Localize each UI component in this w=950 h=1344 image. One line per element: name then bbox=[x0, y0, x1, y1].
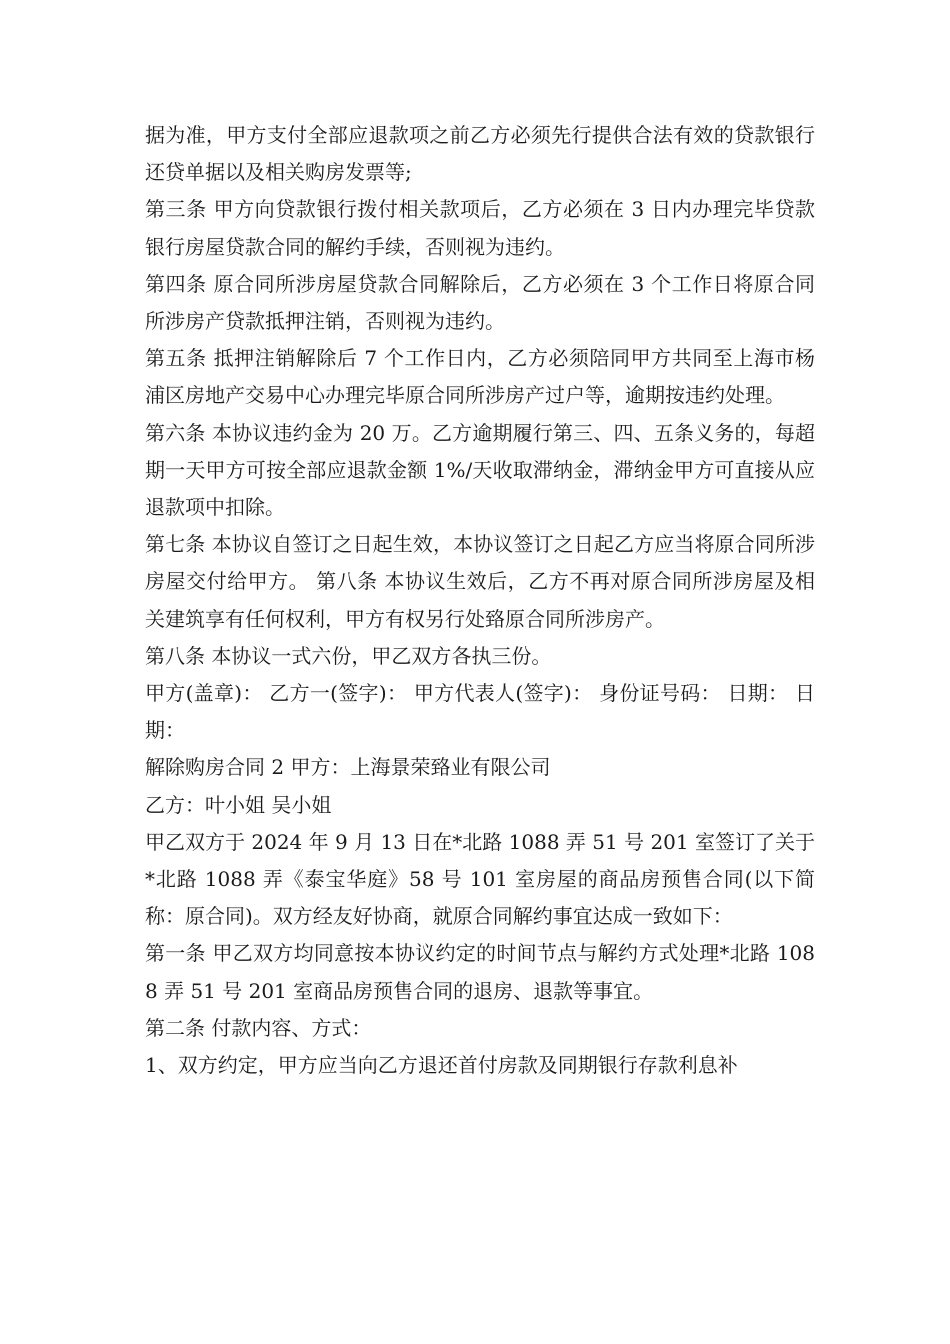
paragraph-article-3: 第三条 甲方向贷款银行拨付相关款项后，乙方必须在 3 日内办理完毕贷款银行房屋贷款合同的解约手续，否则视为违约。 bbox=[145, 197, 815, 259]
paragraph-article-8: 第八条 本协议一式六份，甲乙双方各执三份。 bbox=[145, 643, 552, 668]
paragraph-article-4: 第四条 原合同所涉房屋贷款合同解除后，乙方必须在 3 个工作日将原合同所涉房产贷款抵押注销，否则视为违约。 bbox=[145, 271, 815, 334]
paragraph-preamble: 甲乙双方于 2024 年 9 月 13 日在*北路 1088 弄 51 号 201 室签订了关于*北路 1088 弄《泰宝华庭》58 号 101 室房屋的商品房预售合同(以下简称：原合同)。双方经友好协商，就原合同解约事宜达成一致如下： bbox=[145, 829, 815, 929]
document-body bbox=[145, 117, 815, 1084]
party-b-line: 乙方：叶小姐 吴小姐 bbox=[145, 792, 332, 817]
party-a-line: 解除购房合同 2 甲方：上海景荣臵业有限公司 bbox=[145, 755, 551, 780]
paragraph-article-2: 第二条 付款内容、方式： bbox=[145, 1015, 372, 1040]
signature-line: 甲方(盖章)： 乙方一(签字)： 甲方代表人(签字)： 身份证号码： 日期： 日期： bbox=[145, 681, 815, 743]
paragraph-clause-1: 1、双方约定，甲方应当向乙方退还首付房款及同期银行存款利息补 bbox=[145, 1053, 738, 1078]
paragraph-continuation: 据为准，甲方支付全部应退款项之前乙方必须先行提供合法有效的贷款银行还贷单据以及相关购房发票等; bbox=[145, 123, 815, 185]
paragraph-article-7: 第七条 本协议自签订之日起生效，本协议签订之日起乙方应当将原合同所涉房屋交付给甲方。 第八条 本协议生效后，乙方不再对原合同所涉房屋及相关建筑享有任何权利，甲方有权另行处臵原合同所涉房产。 bbox=[145, 532, 815, 631]
paragraph-article-1: 第一条 甲乙双方均同意按本协议约定的时间节点与解约方式处理*北路 1088 弄 51 号 201 室商品房预售合同的退房、退款等事宜。 bbox=[145, 941, 815, 1003]
paragraph-article-6: 第六条 本协议违约金为 20 万。乙方逾期履行第三、四、五条义务的，每超期一天甲方可按全部应退款金额 1%/天收取滞纳金，滞纳金甲方可直接从应退款项中扣除。 bbox=[145, 420, 815, 520]
paragraph-article-5: 第五条 抵押注销解除后 7 个工作日内，乙方必须陪同甲方共同至上海市杨浦区房地产交易中心办理完毕原合同所涉房产过户等，逾期按违约处理。 bbox=[145, 346, 815, 408]
